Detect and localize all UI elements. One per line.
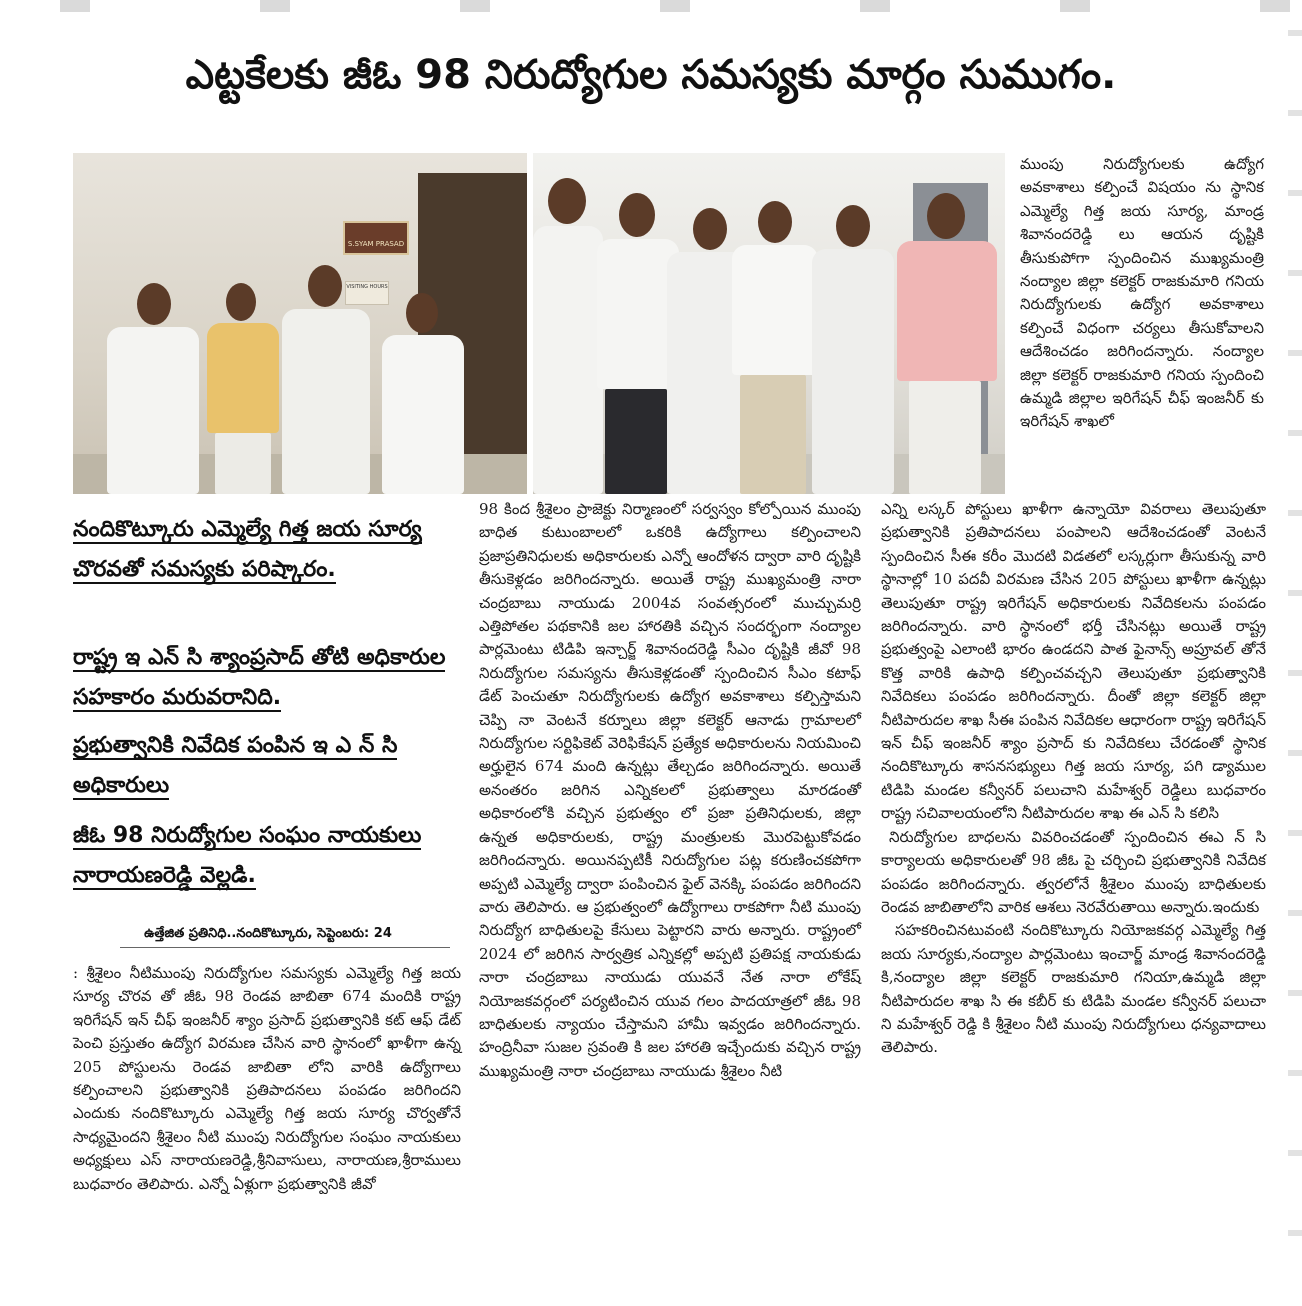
person bbox=[378, 293, 468, 494]
column-3-para-2: నిరుద్యోగుల బాధలను వివరించడంతో స్పందించిన ఈఎ న్ సి కార్యాలయ అధికారులతో 98 జీఓ పై చర్చించి ప్రభుత్వానికి నివేదిక పంపడం జరిగిందన్నారు. త్వరలోనే శ్రీశైలం ముంపు బాధితులకు రెండవ జాబితాలోని వారిక ఆశలు నెరవేరుతాయి అన్నారు.ఇందుకు bbox=[881, 827, 1266, 916]
column-3-para-3: సహకరించినటువంటి నందికొట్కూరు నియోజకవర్గ ఎమ్మెల్యే గిత్త జయ సూర్యకు,నంద్యాల పార్లమెంటు ఇంచార్జ్ మాండ్ర శివానందరెడ్డి కి,నంద్యాల జిల్లా కలెక్టర్ రాజకుమారి గనియా,ఉమ్మడి జిల్లా నీటిపారుదల శాఖ సి ఈ కబీర్ కు టిడిపి మండల కన్వీనర్ పలుచా ని మహేశ్వర్ రెడ్డి కి శ్రీశైలం నీటి ముంపు నిరుద్యోగులు ధన్యవాదాలు తెలిపారు. bbox=[881, 921, 1266, 1057]
plaque-text: S.SYAM PRASAD bbox=[347, 240, 405, 248]
subhead-4: జీఓ 98 నిరుద్యోగుల సంఘం నాయకులు నారాయణరెడ్డి వెల్లడి. bbox=[73, 823, 422, 888]
person bbox=[203, 283, 283, 494]
column-3 bbox=[881, 498, 1266, 1060]
person bbox=[893, 193, 1003, 494]
photo-group-right bbox=[533, 153, 1005, 494]
subhead-1: నందికొట్కూరు ఎమ్మెల్యే గిత్త జయ సూర్య చొరవతో సమస్యకు పరిష్కారం. bbox=[73, 517, 422, 582]
name-plaque bbox=[343, 221, 409, 255]
person bbox=[103, 283, 203, 494]
subhead-3: ప్రభుత్వానికి నివేదిక పంపిన ఇ ఎ న్ సి అధికారులు bbox=[73, 733, 398, 798]
headline: ఎట్టకేలకు జీఓ 98 నిరుద్యోగుల సమస్యకు మార్గం సుముగం. bbox=[185, 52, 1117, 98]
column-3-para-1: ఎన్ని లస్కర్ పోస్టులు ఖాళీగా ఉన్నాయో వివరాలు తెలుపుతూ ప్రభుత్వానికి ప్రతిపాదనలు పంపాలని ఆదేశించడంతో వెంటనే స్పందించిన సీఈ కరీం మొదటి విడతలో లస్కర్లుగా తీసుకున్న వారి స్థానాల్లో 10 పదవీ విరమణ చేసిన 205 పోస్టులు ఖాళీగా ఉన్నట్లు తెలుపుతూ రాష్ట్ర ఇరిగేషన్ అధికారులకు నివేదికలను పంపడం జరిగిందన్నారు. వారి స్థానంలో భర్తీ చేసినట్లు అయితే రాష్ట్ర ప్రభుత్వంపై ఎలాంటి భారం ఉండదని పాత ఫైనాన్స్ అప్రూవల్ తోనే కొత్త వారికి ఉపాధి కల్పించవచ్చని తెలుపుతూ ప్రభుత్వానికి నివేదికలు పంపడం జరిగిందన్నారు. దీంతో జిల్లా కలెక్టర్ జిల్లా నీటిపారుదల శాఖ సీఈ పంపిన నివేదికల ఆధారంగా రాష్ట్ర ఇరిగేషన్ ఇన్ చీఫ్ ఇంజనీర్ శ్యాం ప్రసాద్ కు నివేదికలు చేరడంతో స్థానిక నందికొట్కూరు శాసనసభ్యులు గిత్త జయ సూర్య, పగి డ్యాముల టిడిపి మండల కన్వీనర్ పలుచాని మహేశ్వర్ రెడ్డిలు బుధవారం రాష్ట్ర సచివాలయంలోని నీటిపారుదల శాఖ ఈ ఎన్ సి కలిసి bbox=[881, 500, 1266, 823]
top-strip bbox=[0, 0, 1302, 12]
notice-text: VISITING HOURS bbox=[346, 284, 388, 290]
column-2: 98 కింద శ్రీశైలం ప్రాజెక్టు నిర్మాణంలో సర్వస్వం కోల్పోయిన ముంపు బాధిత కుటుంబాలలో ఒకరికి ఉద్యోగాలు కల్పించాలని ప్రజాప్రతినిధులకు అధికారులకు ఎన్నో ఆందోళన ద్వారా వారి దృష్టికి తీసుకెళ్లడం జరిగిందన్నారు. అయితే రాష్ట్ర ముఖ్యమంత్రి నారా చంద్రబాబు నాయుడు 2004వ సంవత్సరంలో ముచ్చుమర్రి ఎత్తిపోతల పథకానికి జల హారతికి వచ్చిన సందర్భంగా నంద్యాల పార్లమెంటు టిడిపి ఇన్చార్జ్ శివానందరెడ్డి సీఎం దృష్టికి జీవో 98 నిరుద్యోగుల సమస్యను తీసుకెళ్లడంతో స్పందించిన సీఎం కటాఫ్ డేట్ పెంచుతూ నిరుద్యోగులకు ఉద్యోగ అవకాశాలు కల్పిస్తామని చెప్పి నా వెంటనే కర్నూలు జిల్లా కలెక్టర్ ఆనాడు గ్రామాలలో నిరుద్యోగుల సర్టిఫికెట్ వెరిఫికేషన్ ప్రత్యేక అధికారులను నియమించి అర్హులైన 674 మంది ఉన్నట్లు తేల్చడం జరిగిందన్నారు. అయితే అనంతరం జరిగిన ఎన్నికలలో ప్రభుత్వాలు మారడంతో అధికారంలోకి వచ్చిన ప్రభుత్వం లో ప్రజా ప్రతినిధులకు, జిల్లా ఉన్నత అధికారులకు, రాష్ట్ర మంత్రులకు మొరపెట్టుకోవడం జరిగిందన్నారు. అయినప్పటికీ నిరుద్యోగుల పట్ల కరుణించకపోగా అప్పటి ఎమ్మెల్యే ద్వారా పంపించిన ఫైల్ వెనక్కి పంపడం జరిగిందని వారు తెలిపారు. ఆ ప్రభుత్వంలో ఉద్యోగాలు రాకపోగా నీటి ముంపు నిరుద్యోగ బాధితులపై కేసులు పెట్టారని వారు అన్నారు. రాష్ట్రంలో 2024 లో జరిగిన సార్వత్రిక ఎన్నికల్లో అప్పటి ప్రతిపక్ష నాయకుడు నారా చంద్రబాబు నాయుడు యువనే నేత నారా లోకేష్ నియోజకవర్గంలో పర్యటించిన యువ గలం పాదయాత్రలో జీఓ 98 బాధితులకు న్యాయం చేస్తామని హామీ ఇవ్వడం జరిగిందన్నారు. హంద్రినీవా సుజల స్రవంతి కి జల హారతి ఇచ్చేందుకు వచ్చిన రాష్ట్ర ముఖ్యమంత్రి నారా చంద్రబాబు నాయుడు శ్రీశైలం నీటి bbox=[479, 500, 861, 1080]
photo-group-left bbox=[73, 153, 527, 494]
column-1: : శ్రీశైలం నీటిముంపు నిరుద్యోగుల సమస్యకు ఎమ్మెల్యే గిత్త జయ సూర్య చొరవ తో జీఓ 98 రెండవ జాబితా 674 మందికి రాష్ట్ర ఇరిగేషన్ ఇన్ చీఫ్ ఇంజనీర్ శ్యాం ప్రసాద్ ప్రభుత్వానికి కట్ ఆఫ్ డేట్ పెంచి ప్రస్తుతం ఉద్యోగ విరమణ చేసిన వారి స్థానంలో ఖాళీగా ఉన్న 205 పోస్టులను రెండవ జాబితా లోని వారికి ఉద్యోగాలు కల్పించాలని ప్రభుత్వానికి ప్రతిపాదనలు పంపడం జరిగిందని ఎందుకు నందికొట్కూరు ఎమ్మెల్యే గిత్త జయ సూర్య చొర్వతోనే సాధ్యమైందని శ్రీశైలం నీటి ముంపు నిరుద్యోగుల సంఘం నాయకులు అధ్యక్షులు ఎస్ నారాయణరెడ్డి,శ్రీనివాసులు, నారాయణ,శ్రీరాములు బుధవారం తెలిపారు. ఎన్నో ఏళ్లుగా ప్రభుత్వానికి జీవో bbox=[73, 964, 461, 1193]
subhead-2: రాష్ట్ర ఇ ఎన్ సి శ్యాంప్రసాద్ తోటి అధికారుల సహకారం మరువరానిది. bbox=[73, 645, 446, 710]
person bbox=[278, 265, 373, 494]
byline-rule bbox=[120, 947, 450, 948]
column-top-right: ముంపు నిరుద్యోగులకు ఉద్యోగ అవకాశాలు కల్పించే విషయం ను స్థానిక ఎమ్మెల్యే గిత్త జయ సూర్య, మాండ్ర శివానందరెడ్డి లు ఆయన దృష్టికి తీసుకుపోగా స్పందించిన ముఖ్యమంత్రి నంద్యాల జిల్లా కలెక్టర్ రాజకుమారి గనియ నిరుద్యోగులకు ఉద్యోగ అవకాశాలు కల్పించే విధంగా చర్యలు తీసుకోవాలని ఆదేశించడం జరిగిందన్నారు. నంద్యాల జిల్లా కలెక్టర్ రాజకుమారి గనియ స్పందించి ఉమ్మడి జిల్లాల ఇరిగేషన్ చీఫ్ ఇంజనీర్ కు ఇరిగేషన్ శాఖలో bbox=[1020, 155, 1264, 431]
byline: ఉత్తేజిత ప్రతినిధి..నందికొట్కూరు, సెప్టెంబరు: 24 bbox=[144, 926, 392, 941]
adjacent-page-edge bbox=[1288, 0, 1302, 1306]
person bbox=[808, 205, 898, 494]
